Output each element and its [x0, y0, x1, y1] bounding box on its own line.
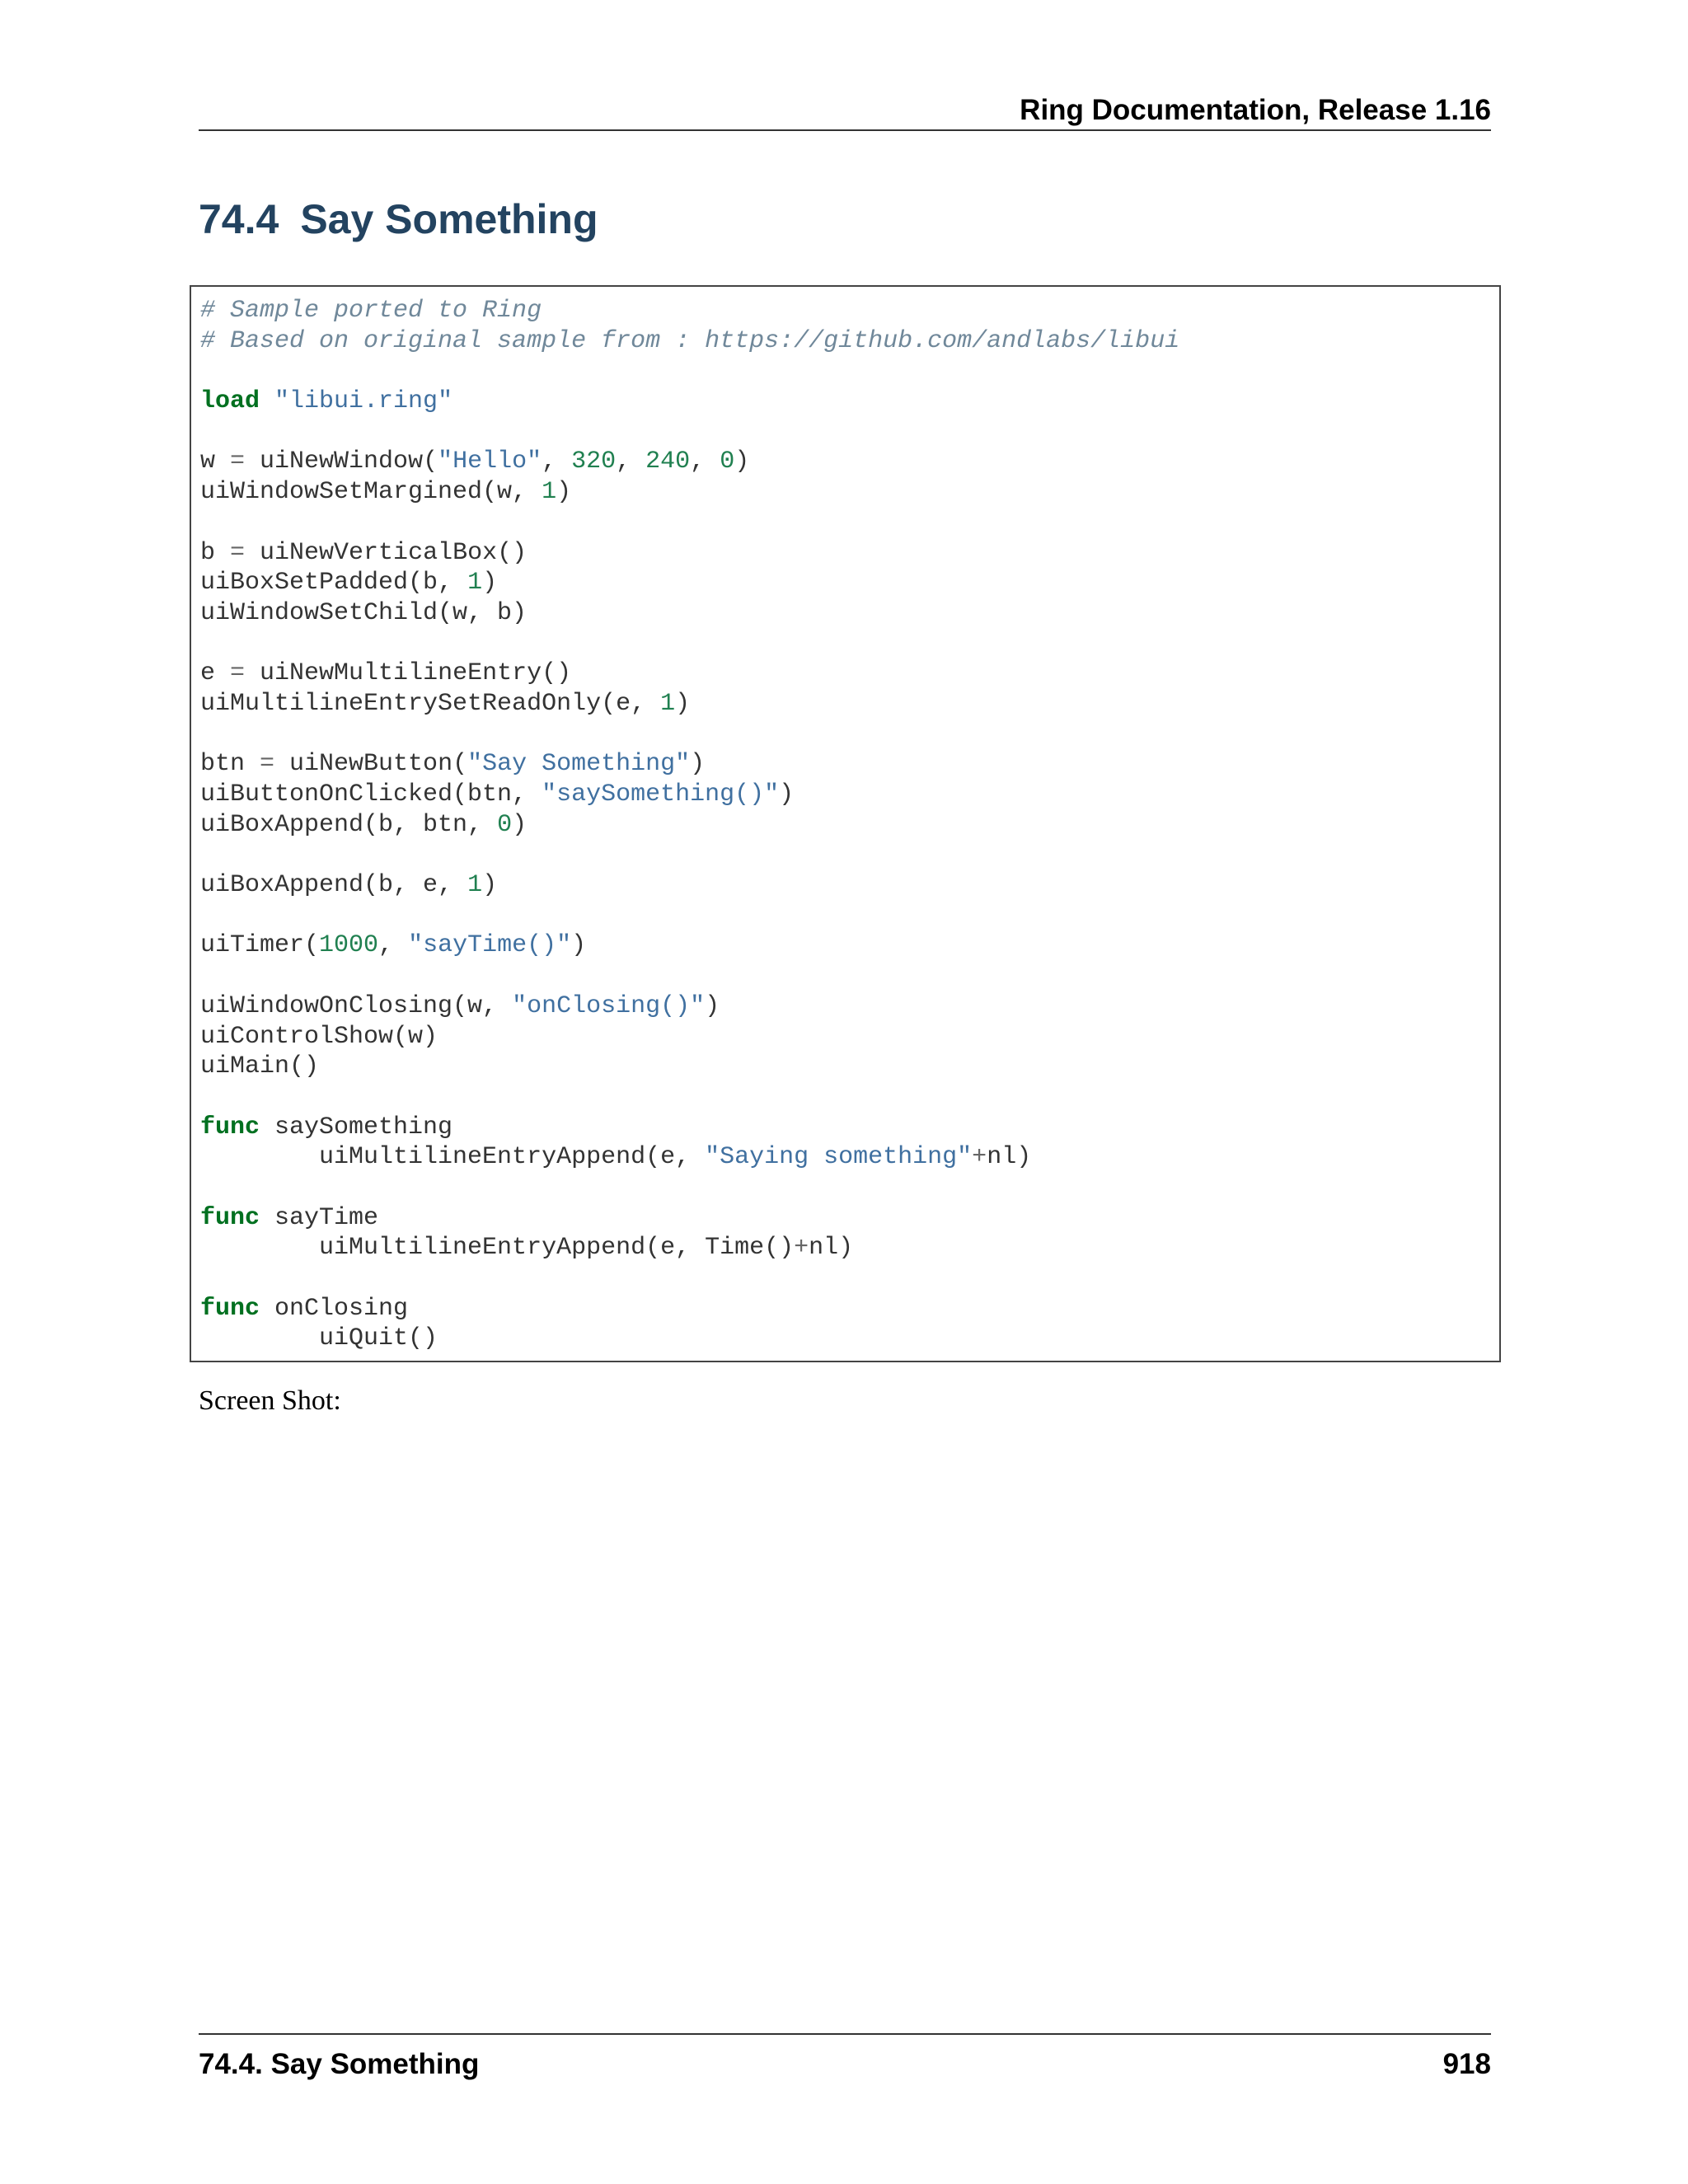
code-token-string: "Saying something"	[705, 1143, 973, 1172]
code-token-plain: ,	[690, 448, 720, 476]
code-token-plain: uiMultilineEntrySetReadOnly(e,	[200, 689, 661, 718]
code-line	[200, 538, 1179, 569]
code-token-plain: uiMain()	[200, 1052, 320, 1081]
code-line	[200, 840, 1179, 870]
code-line	[200, 387, 1179, 417]
page-header	[199, 92, 1491, 131]
code-token-plain: uiMultilineEntryAppend(e, Time()	[200, 1234, 795, 1263]
code-token-number: 1000	[319, 931, 379, 960]
code-line	[200, 508, 1179, 538]
code-line	[200, 870, 1179, 901]
code-line	[200, 780, 1179, 810]
code-line	[200, 930, 1179, 961]
code-token-plain: )	[690, 750, 706, 779]
code-token-plain: uiBoxAppend(b, e,	[200, 871, 468, 900]
code-line	[200, 991, 1179, 1022]
code-token-number: 240	[645, 448, 691, 476]
code-token-plain: e	[200, 659, 231, 688]
code-token-number: 1	[542, 478, 557, 507]
code-token-plain: uiTimer(	[200, 931, 320, 960]
code-line	[200, 658, 1179, 689]
code-line	[200, 901, 1179, 931]
code-block	[190, 285, 1501, 1362]
code-line	[200, 1324, 1179, 1354]
code-token-plain: ,	[616, 448, 646, 476]
code-line	[200, 326, 1179, 357]
code-line	[200, 1142, 1179, 1173]
code-token-plain: uiBoxSetPadded(b,	[200, 569, 468, 598]
code-token-string: "Say Something"	[467, 750, 691, 779]
code-token-number: 0	[497, 810, 513, 839]
code-line	[200, 356, 1179, 387]
code-token-plain: uiControlShow(w)	[200, 1022, 438, 1051]
code-token-string: "sayTime()"	[408, 931, 572, 960]
code-line	[200, 629, 1179, 659]
code-token-plain: uiButtonOnClicked(btn,	[200, 780, 542, 808]
code-token-string: "saySomething()"	[542, 780, 780, 808]
code-line	[200, 477, 1179, 508]
code-line	[200, 1263, 1179, 1294]
code-line	[200, 961, 1179, 991]
code-token-plain: uiNewButton(	[274, 750, 468, 779]
code-token-plain: uiQuit()	[200, 1324, 438, 1353]
page-number: 918	[1442, 2048, 1491, 2080]
code-token-plain: )	[779, 780, 795, 808]
code-token-plain: w	[200, 448, 231, 476]
code-token-plain: )	[482, 871, 498, 900]
page-footer	[199, 2033, 1491, 2083]
section-number: 74.4	[199, 196, 279, 242]
code-token-plain: )	[705, 991, 720, 1020]
code-token-keyword: func	[200, 1113, 260, 1141]
code-token-plain: onClosing	[260, 1294, 409, 1323]
code-line	[200, 719, 1179, 750]
code-token-string: "Hello"	[438, 448, 542, 476]
code-token-comment: # Based on original sample from : https://github.com/andlabs/libui	[200, 326, 1180, 355]
code-token-op: =	[230, 448, 246, 476]
code-line	[200, 1203, 1179, 1234]
code-token-plain: )	[482, 569, 498, 598]
code-line	[200, 1082, 1179, 1113]
code-token-string: "libui.ring"	[274, 387, 453, 416]
code-token-plain: )	[571, 931, 587, 960]
document-title: Ring Documentation, Release 1.16	[1020, 94, 1491, 126]
code-token-number: 320	[571, 448, 617, 476]
code-line	[200, 447, 1179, 477]
code-line	[200, 1173, 1179, 1203]
code-token-plain: uiNewMultilineEntry()	[245, 659, 572, 688]
code-token-plain: sayTime	[260, 1203, 379, 1232]
code-line	[200, 1113, 1179, 1143]
code-token-plain: uiWindowSetChild(w, b)	[200, 598, 528, 627]
code-token-op: =	[230, 659, 246, 688]
code-token-plain: uiWindowSetMargined(w,	[200, 478, 542, 507]
code-token-op: +	[972, 1143, 987, 1172]
code-token-plain: nl)	[809, 1234, 854, 1263]
code-token-plain: )	[512, 810, 528, 839]
code-line	[200, 1233, 1179, 1263]
code-token-plain: ,	[542, 448, 572, 476]
code-token-keyword: load	[200, 387, 260, 416]
section-heading	[199, 191, 598, 247]
code-token-number: 1	[467, 569, 483, 598]
code-line	[200, 689, 1179, 719]
code-token-plain: )	[556, 478, 572, 507]
code-token-plain: )	[675, 689, 691, 718]
screenshot-caption: Screen Shot:	[199, 1385, 341, 1416]
code-line	[200, 568, 1179, 598]
code-token-plain: b	[200, 538, 231, 567]
code-token-keyword: func	[200, 1203, 260, 1232]
code-token-plain: uiWindowOnClosing(w,	[200, 991, 513, 1020]
code-token-op: =	[260, 750, 275, 779]
code-line	[200, 1294, 1179, 1324]
code-listing	[200, 296, 1179, 1354]
code-token-plain: uiMultilineEntryAppend(e,	[200, 1143, 706, 1172]
code-token-op: =	[230, 538, 246, 567]
code-token-number: 1	[660, 689, 676, 718]
code-token-string: "onClosing()"	[512, 991, 706, 1020]
code-token-plain: ,	[378, 931, 409, 960]
code-token-plain: btn	[200, 750, 260, 779]
code-line	[200, 417, 1179, 448]
code-line	[200, 749, 1179, 780]
code-token-keyword: func	[200, 1294, 260, 1323]
code-token-number: 0	[720, 448, 735, 476]
code-line	[200, 1052, 1179, 1082]
code-token-comment: # Sample ported to Ring	[200, 297, 542, 325]
code-token-plain: saySomething	[260, 1113, 453, 1141]
code-line	[200, 1022, 1179, 1052]
code-token-number: 1	[467, 871, 483, 900]
code-token-plain: uiNewVerticalBox()	[245, 538, 528, 567]
code-token-plain	[260, 387, 274, 415]
code-token-plain: uiNewWindow(	[245, 448, 438, 476]
code-token-plain: uiBoxAppend(b, btn,	[200, 810, 498, 839]
code-token-op: +	[794, 1234, 809, 1263]
footer-section: 74.4. Say Something	[199, 2048, 480, 2080]
code-line	[200, 810, 1179, 841]
code-token-plain: )	[734, 448, 750, 476]
code-line	[200, 598, 1179, 629]
code-token-plain: nl)	[987, 1143, 1032, 1172]
section-title: Say Something	[300, 196, 598, 242]
code-line	[200, 296, 1179, 326]
